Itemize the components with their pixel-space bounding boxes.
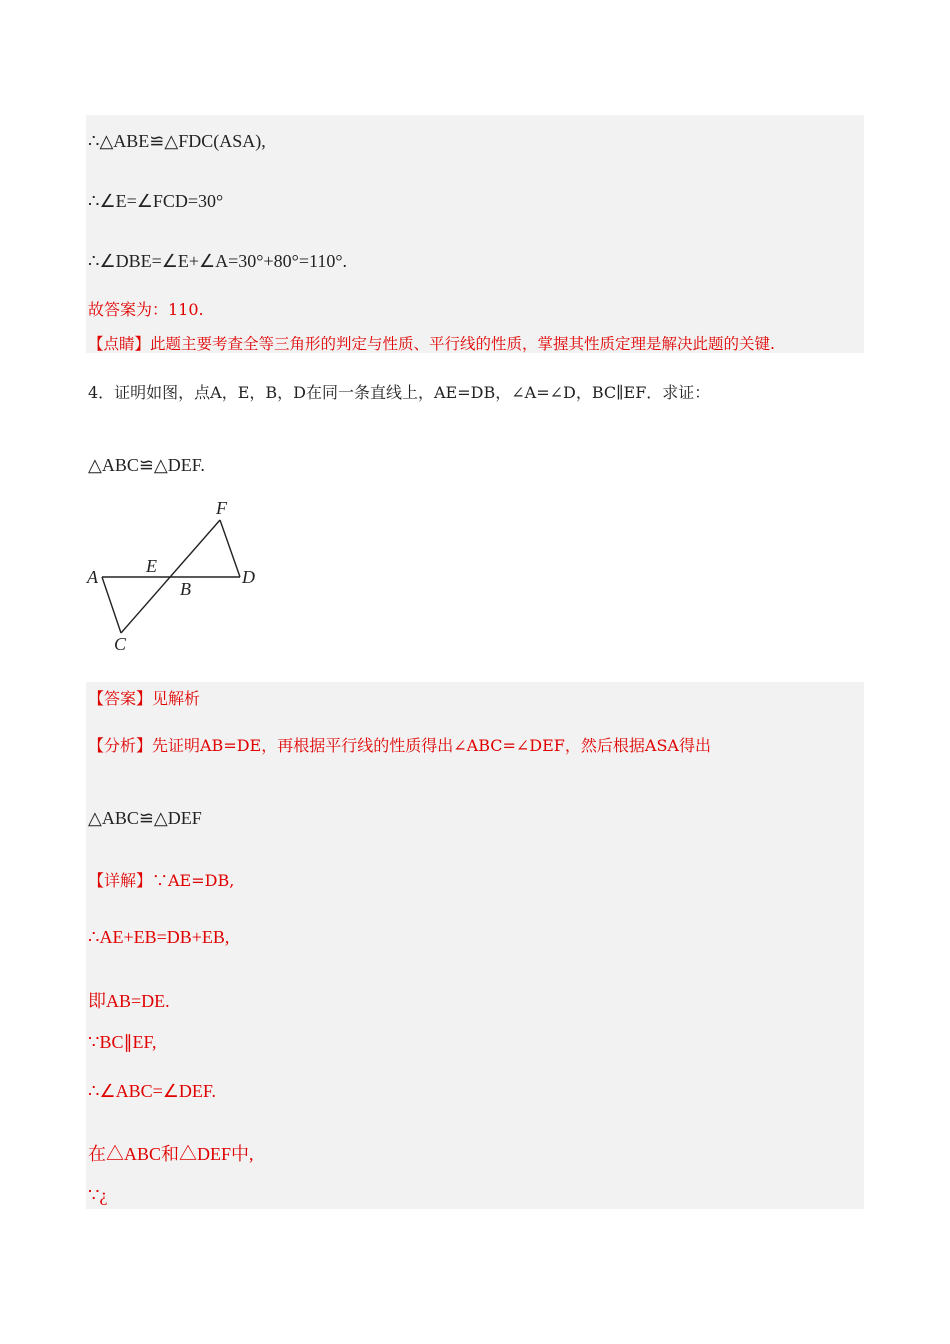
prev-solution-line-3: ∴∠DBE=∠E+∠A=30°+80°=110°.: [88, 251, 348, 271]
solution-step-4: ∴∠ABC=∠DEF.: [88, 1081, 216, 1101]
label-D: D: [242, 567, 255, 587]
solution-step-2: 即AB=DE.: [88, 991, 170, 1011]
solution-analysis: 【分析】先证明AB=DE，再根据平行线的性质得出∠ABC=∠DEF，然后根据ASA得出: [88, 736, 711, 755]
prev-answer: 故答案为：110.: [88, 300, 204, 319]
prev-solution-line-1: ∴△ABE≌△FDC(ASA),: [88, 131, 266, 151]
label-E: E: [146, 556, 157, 576]
solution-step-5: 在△ABC和△DEF中,: [88, 1144, 254, 1164]
question-text: 4．证明如图，点A，E，B，D在同一条直线上，AE=DB，∠A=∠D，BC∥EF．求证：: [88, 383, 711, 402]
segment-AC: [102, 577, 121, 633]
label-B: B: [180, 579, 191, 599]
prev-comment: 【点睛】此题主要考查全等三角形的判定与性质、平行线的性质，掌握其性质定理是解决此题的关键.: [88, 335, 775, 353]
label-A: A: [87, 567, 98, 587]
solution-step-1: ∴AE+EB=DB+EB,: [88, 927, 230, 947]
prev-solution-line-2: ∴∠E=∠FCD=30°: [88, 191, 224, 211]
question-goal: △ABC≌△DEF.: [88, 455, 205, 475]
label-F: F: [216, 498, 227, 518]
solution-analysis-2: △ABC≌△DEF: [88, 808, 202, 828]
label-C: C: [114, 634, 127, 654]
solution-step-3: ∵BC∥EF,: [88, 1032, 157, 1052]
solution-detail-head: 【详解】∵AE=DB,: [88, 871, 235, 890]
geometry-figure: [80, 490, 280, 660]
solution-step-6: ∵¿: [88, 1185, 108, 1205]
solution-answer: 【答案】见解析: [88, 689, 201, 708]
segment-FD: [220, 520, 240, 577]
